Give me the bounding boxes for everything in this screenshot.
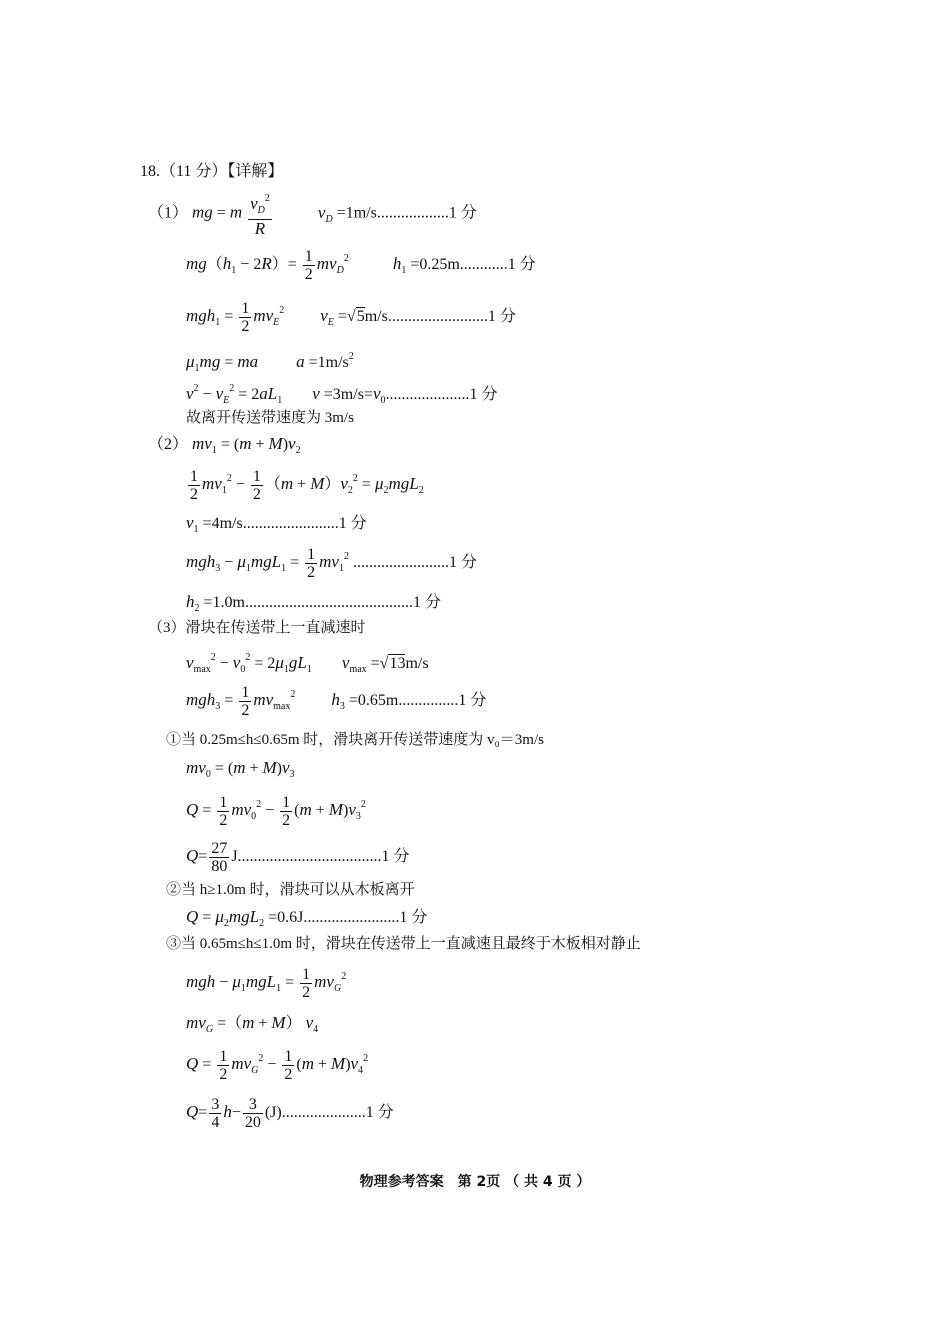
eq-1-4: $\mu_1mg$ = ma $a =1m/s^2$: [186, 351, 354, 374]
page-footer: 物理参考答案 第 2页 （ 共 4 页 ）: [359, 1174, 591, 1190]
eq-1-3: mgh$_1$ = $\frac{1}{2}$ $mv_E^2$ $v_E =√5m/s.........................1$ 分: [186, 300, 516, 335]
question-header: 18.（11 分）【详解】: [140, 163, 284, 180]
eq-3-5: Q= $\frac{27}{80}$ J....................................1 分: [186, 840, 410, 875]
eq-1-1: （1） mg = m $\frac{v_D^2}{R}$ $v_D =1m/s..................1$ 分: [148, 190, 477, 238]
case-2: ②当 h≥1.0m 时，滑块可以从木板离开: [166, 882, 415, 898]
part-label-1: （1）: [148, 204, 189, 222]
eq-3-10: Q= $\frac{3}{4}$ h− $\frac{3}{20}$ (J).....................1 分: [186, 1096, 394, 1131]
eq-1-5: $v^2 - v_E^2 = 2aL_1$ $v =3m/s=v_0.....................1$ 分: [186, 383, 498, 406]
eq-3-8: $mv_G =(m + M)$ $v_4$: [186, 1013, 319, 1035]
eq-2-2: $\frac{1}{2}$ $mv_1^2$ − $\frac{1}{2}$ $(m + M)v_2^2 = \mu_2mgL_2$: [190, 468, 424, 503]
eq-1-2: $mg(h_1 - 2R)=$ $\frac{1}{2}$ $mv_D^2$ $h_1 =0.25m............1$ 分: [186, 248, 536, 283]
eq-3-2: mgh$_3$ = $\frac{1}{2}$ $mv_{max}^2$ $h_3 =0.65m...............1$ 分: [186, 684, 487, 719]
eq-3-6: $Q = \mu_2mgL_2 =0.6J........................1$ 分: [186, 907, 428, 929]
eq-3-3: $mv_0 = (m + M)v_3$: [186, 758, 295, 780]
eq-3-1: $v_{max}^2 - v_0^2 = 2\mu_1gL_1$ $v_{max} =√13m/s$: [186, 652, 429, 675]
eq-2-3: $v_1 =4m/s........................1$ 分: [186, 513, 367, 535]
case-3: ③当 0.65m≤h≤1.0m 时，滑块在传送带上一直减速且最终于木板相对静止: [166, 936, 641, 952]
case-1: ①当 0.25m≤h≤0.65m 时，滑块离开传送带速度为 v₀＝3m/s: [166, 732, 544, 748]
eq-3-7: mgh − $\mu_1mgL_1$ = $\frac{1}{2}$ $mv_G^2$: [186, 966, 347, 1001]
part-label-2: （2）: [148, 436, 189, 453]
eq-2-1: （2） $mv_1 = (m + M)v_2$: [148, 434, 301, 456]
part-3-intro: （3）滑块在传送带上一直减速时: [148, 620, 366, 636]
part-label-3: （3）: [148, 620, 186, 636]
eq-3-4: Q = $\frac{1}{2}$ $mv_0^2$ − $\frac{1}{2}$ $(m + M)v_3^2$: [186, 794, 366, 829]
conclusion-1: 故离开传送带速度为 3m/s: [186, 410, 354, 426]
eq-2-5: $h_2 =1.0m..........................................1$ 分: [186, 592, 441, 614]
eq-2-4: $mgh_3 - \mu_1mgL_1$ = $\frac{1}{2}$ $mv_1^2$ ........................1 分: [186, 546, 477, 581]
eq-3-9: Q = $\frac{1}{2}$ $mv_G^2$ − $\frac{1}{2}$ $(m + M)v_4^2$: [186, 1048, 369, 1083]
